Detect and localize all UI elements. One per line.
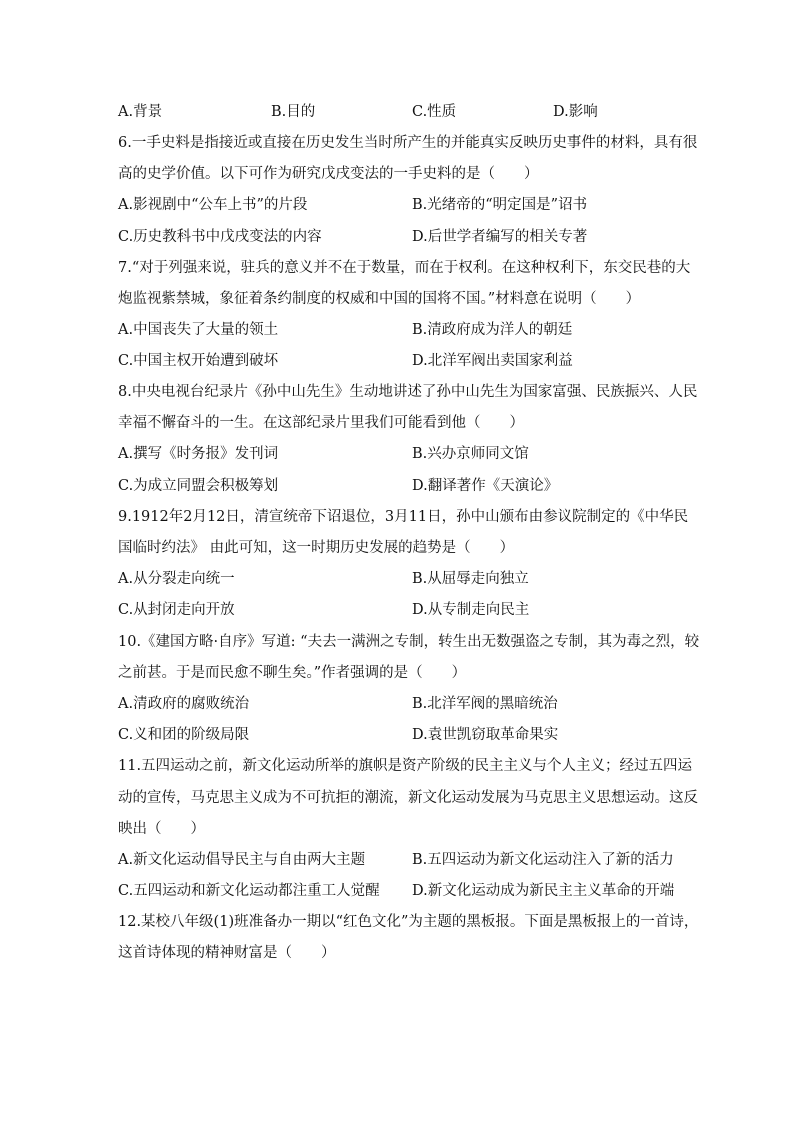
q11-option-c: C.五四运动和新文化运动都注重工人觉醒 <box>118 883 380 899</box>
q7-option-a: A.中国丧失了大量的领土 <box>118 322 279 338</box>
q10-option-c: C.义和团的阶级局限 <box>118 727 250 743</box>
q10-option-a: A.清政府的腐败统治 <box>118 696 250 712</box>
q7-stem-line1: 7.“对于列强来说，驻兵的意义并不在于数量，而在于权利。在这种权利下，东交民巷的大 <box>118 260 691 276</box>
q6-stem-line2: 高的史学价值。以下可作为研究戊戌变法的一手史料的是（ ） <box>118 166 539 182</box>
q6-option-a: A.影视剧中“公车上书”的片段 <box>118 197 308 213</box>
q7-option-b: B.清政府成为洋人的朝廷 <box>412 322 573 338</box>
q8-option-d: D.翻译著作《天演论》 <box>412 478 559 494</box>
q6-option-c: C.历史教科书中戊戌变法的内容 <box>118 229 322 245</box>
q7-option-c: C.中国主权开始遭到破坏 <box>118 353 279 369</box>
q6-option-b: B.光绪帝的“明定国是”诏书 <box>412 197 588 213</box>
q11-stem-line3: 映出（ ） <box>118 821 205 837</box>
q11-stem-line2: 动的宣传，马克思主义成为不可抗拒的潮流，新文化运动发展为马克思主义思想运动。这反 <box>118 790 698 806</box>
q10-option-b: B.北洋军阀的黑暗统治 <box>412 696 558 712</box>
q7-option-d: D.北洋军阀出卖国家利益 <box>412 353 573 369</box>
q9-option-c: C.从封闭走向开放 <box>118 602 235 618</box>
q9-option-b: B.从屈辱走向独立 <box>412 571 529 587</box>
q10-stem-line1: 10.《建国方略·自序》写道: “夫去一满洲之专制，转生出无数强盗之专制，其为毒之烈，较 <box>118 634 700 650</box>
q12-stem-line1: 12.某校八年级(1)班准备办一期以“红色文化”为主题的黑板报。下面是黑板报上的一首诗， <box>118 914 699 930</box>
q9-option-a: A.从分裂走向统一 <box>118 571 235 587</box>
q6-option-d: D.后世学者编写的相关专著 <box>412 229 588 245</box>
q11-option-b: B.五四运动为新文化运动注入了新的活力 <box>412 852 674 868</box>
q8-option-c: C.为成立同盟会积极筹划 <box>118 478 279 494</box>
q11-stem-line1: 11.五四运动之前，新文化运动所举的旗帜是资产阶级的民主主义与个人主义；经过五四运 <box>118 758 693 774</box>
q5-option-c: C.性质 <box>412 104 457 120</box>
q7-stem-line2: 炮监视紫禁城，象征着条约制度的权威和中国的国将不国。”材料意在说明（ ） <box>118 291 641 307</box>
q12-stem-line2: 这首诗体现的精神财富是（ ） <box>118 945 336 961</box>
q11-option-a: A.新文化运动倡导民主与自由两大主题 <box>118 852 366 868</box>
q9-stem-line2: 国临时约法》 由此可知，这一时期历史发展的趋势是（ ） <box>118 540 515 556</box>
q8-stem-line2: 幸福不懈奋斗的一生。在这部纪录片里我们可能看到他（ ） <box>118 415 524 431</box>
q11-option-d: D.新文化运动成为新民主主义革命的开端 <box>412 883 675 899</box>
q5-option-b: B.目的 <box>271 104 316 120</box>
q9-option-d: D.从专制走向民主 <box>412 602 530 618</box>
q8-option-a: A.撰写《时务报》发刊词 <box>118 446 279 462</box>
q10-stem-line2: 之前甚。于是而民愈不聊生矣。”作者强调的是（ ） <box>118 665 467 681</box>
q5-option-d: D.影响 <box>553 104 598 120</box>
q5-option-a: A.背景 <box>118 104 163 120</box>
q10-option-d: D.袁世凯窃取革命果实 <box>412 727 559 743</box>
q9-stem-line1: 9.1912年2月12日，清宣统帝下诏退位，3月11日，孙中山颁布由参议院制定的《中华民 <box>118 509 689 525</box>
q8-option-b: B.兴办京师同文馆 <box>412 446 529 462</box>
q6-stem-line1: 6.一手史料是指接近或直接在历史发生当时所产生的并能真实反映历史事件的材料，具有很 <box>118 135 698 151</box>
q8-stem-line1: 8.中央电视台纪录片《孙中山先生》生动地讲述了孙中山先生为国家富强、民族振兴、人民 <box>118 384 698 400</box>
